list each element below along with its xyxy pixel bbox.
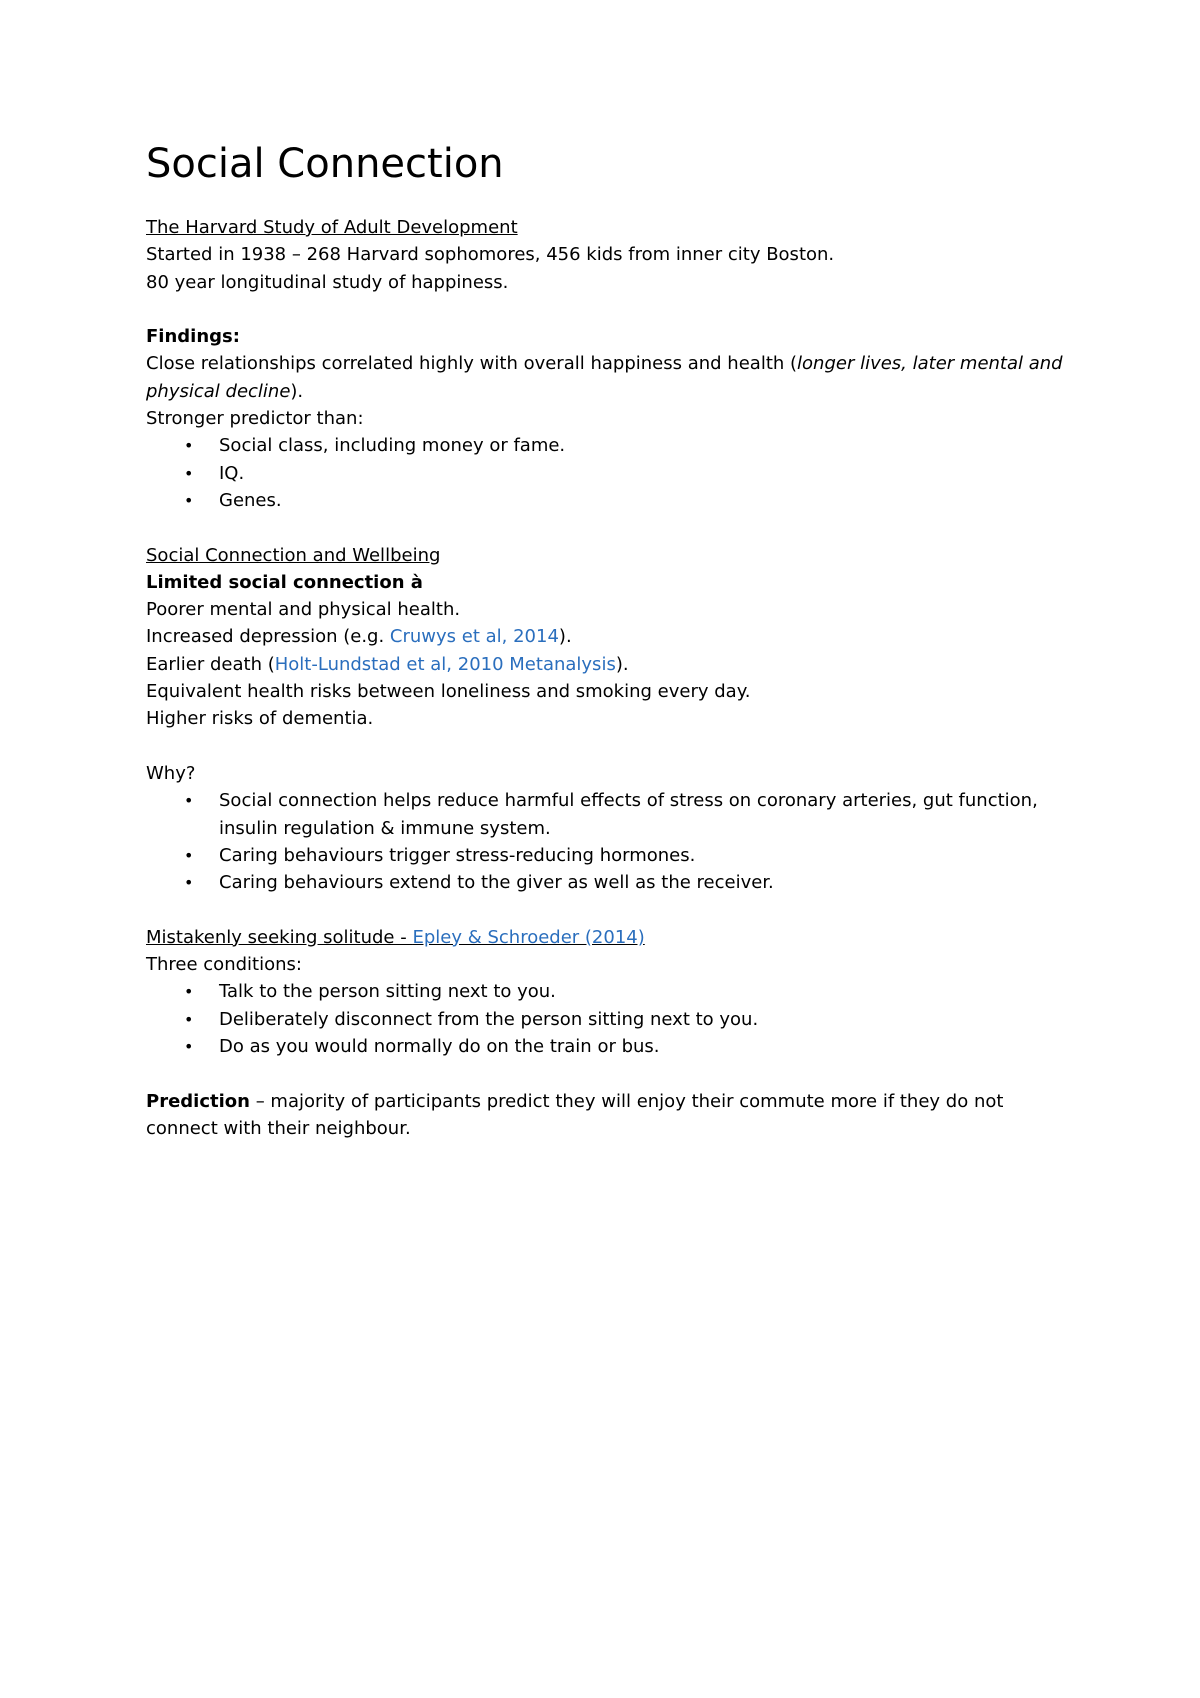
harvard-line-1: Started in 1938 – 268 Harvard sophomores, 456 kids from inner city Boston. <box>146 244 835 266</box>
spacer <box>146 733 1076 760</box>
list-item <box>146 869 1076 896</box>
list-item <box>146 842 1076 869</box>
bullet-icon: • <box>184 873 194 893</box>
spacer <box>146 296 1076 323</box>
list-item-text: Genes. <box>219 489 282 511</box>
list-item-text: Caring behaviours extend to the giver as well as the receiver. <box>219 872 774 894</box>
harvard-heading: The Harvard Study of Adult Development <box>146 217 518 238</box>
findings-text-a: Close relationships correlated highly with overall happiness and health ( <box>146 353 798 375</box>
bullet-icon: • <box>184 791 194 811</box>
limited-connection-label: Limited social connection à <box>146 571 423 593</box>
list-item-text: Caring behaviours trigger stress-reducing hormones. <box>219 844 696 866</box>
solitude-section <box>146 924 1076 1060</box>
wellbeing-line-3-b: ). <box>615 653 629 675</box>
spacer <box>146 896 1076 923</box>
list-item-text: Social class, including money or fame. <box>219 435 566 457</box>
bullet-icon: • <box>184 490 194 510</box>
epley-schroeder-link[interactable]: Epley & Schroeder (2014) <box>412 926 645 948</box>
why-list <box>146 787 1076 896</box>
wellbeing-line-3-a: Earlier death ( <box>146 653 275 675</box>
list-item <box>146 1006 1076 1033</box>
wellbeing-section <box>146 542 1076 733</box>
bullet-icon: • <box>184 845 194 865</box>
findings-text-italic: longer lives, later mental and physical decline <box>146 353 1063 402</box>
prediction-paragraph <box>146 1088 1076 1143</box>
list-item-text: Deliberately disconnect from the person sitting next to you. <box>219 1008 759 1030</box>
document-page <box>146 138 1076 1142</box>
findings-section <box>146 323 1076 514</box>
list-item-text: Social connection helps reduce harmful effects of stress on coronary arteries, gut function, insulin regulation & immune system. <box>219 790 1038 839</box>
prediction-text: – majority of participants predict they will enjoy their commute more if they do not connect with their neighbour. <box>146 1090 1004 1139</box>
conditions-label: Three conditions: <box>146 954 302 976</box>
bullet-icon: • <box>184 436 194 456</box>
list-item <box>146 460 1076 487</box>
harvard-line-2: 80 year longitudinal study of happiness. <box>146 271 509 293</box>
predictor-label: Stronger predictor than: <box>146 408 364 430</box>
wellbeing-line-2-a: Increased depression (e.g. <box>146 626 390 648</box>
wellbeing-heading: Social Connection and Wellbeing <box>146 544 441 566</box>
findings-label: Findings: <box>146 326 240 348</box>
spacer <box>146 514 1076 541</box>
findings-text <box>146 350 1076 405</box>
wellbeing-line-2-b: ). <box>558 626 572 648</box>
cruwys-link[interactable]: Cruwys et al, 2014 <box>389 626 559 648</box>
solitude-heading-text: Mistakenly seeking solitude - <box>146 926 413 948</box>
wellbeing-line-5: Higher risks of dementia. <box>146 708 374 730</box>
list-item <box>146 787 1076 842</box>
wellbeing-line-3 <box>146 651 1076 678</box>
bullet-icon: • <box>184 463 194 483</box>
harvard-section <box>146 214 1076 296</box>
predictor-list <box>146 432 1076 514</box>
list-item-text: Do as you would normally do on the train or bus. <box>219 1035 660 1057</box>
list-item <box>146 487 1076 514</box>
list-item <box>146 1033 1076 1060</box>
list-item <box>146 432 1076 459</box>
conditions-list <box>146 978 1076 1060</box>
why-label: Why? <box>146 762 196 784</box>
list-item <box>146 978 1076 1005</box>
page-title: Social Connection <box>146 141 504 187</box>
prediction-section <box>146 1088 1076 1143</box>
wellbeing-line-4: Equivalent health risks between loneliness and smoking every day. <box>146 681 751 703</box>
bullet-icon: • <box>184 1036 194 1056</box>
list-item-text: Talk to the person sitting next to you. <box>219 981 556 1003</box>
wellbeing-line-1: Poorer mental and physical health. <box>146 599 461 621</box>
holt-lundstad-link[interactable]: Holt-Lundstad et al, 2010 Metanalysis <box>274 653 616 675</box>
list-item-text: IQ. <box>219 462 245 484</box>
solitude-heading <box>146 924 1076 951</box>
wellbeing-line-2 <box>146 623 1076 650</box>
bullet-icon: • <box>184 1009 194 1029</box>
why-section <box>146 760 1076 896</box>
spacer <box>146 1060 1076 1087</box>
prediction-label: Prediction <box>146 1090 250 1112</box>
bullet-icon: • <box>184 982 194 1002</box>
findings-text-b: ). <box>290 380 304 402</box>
